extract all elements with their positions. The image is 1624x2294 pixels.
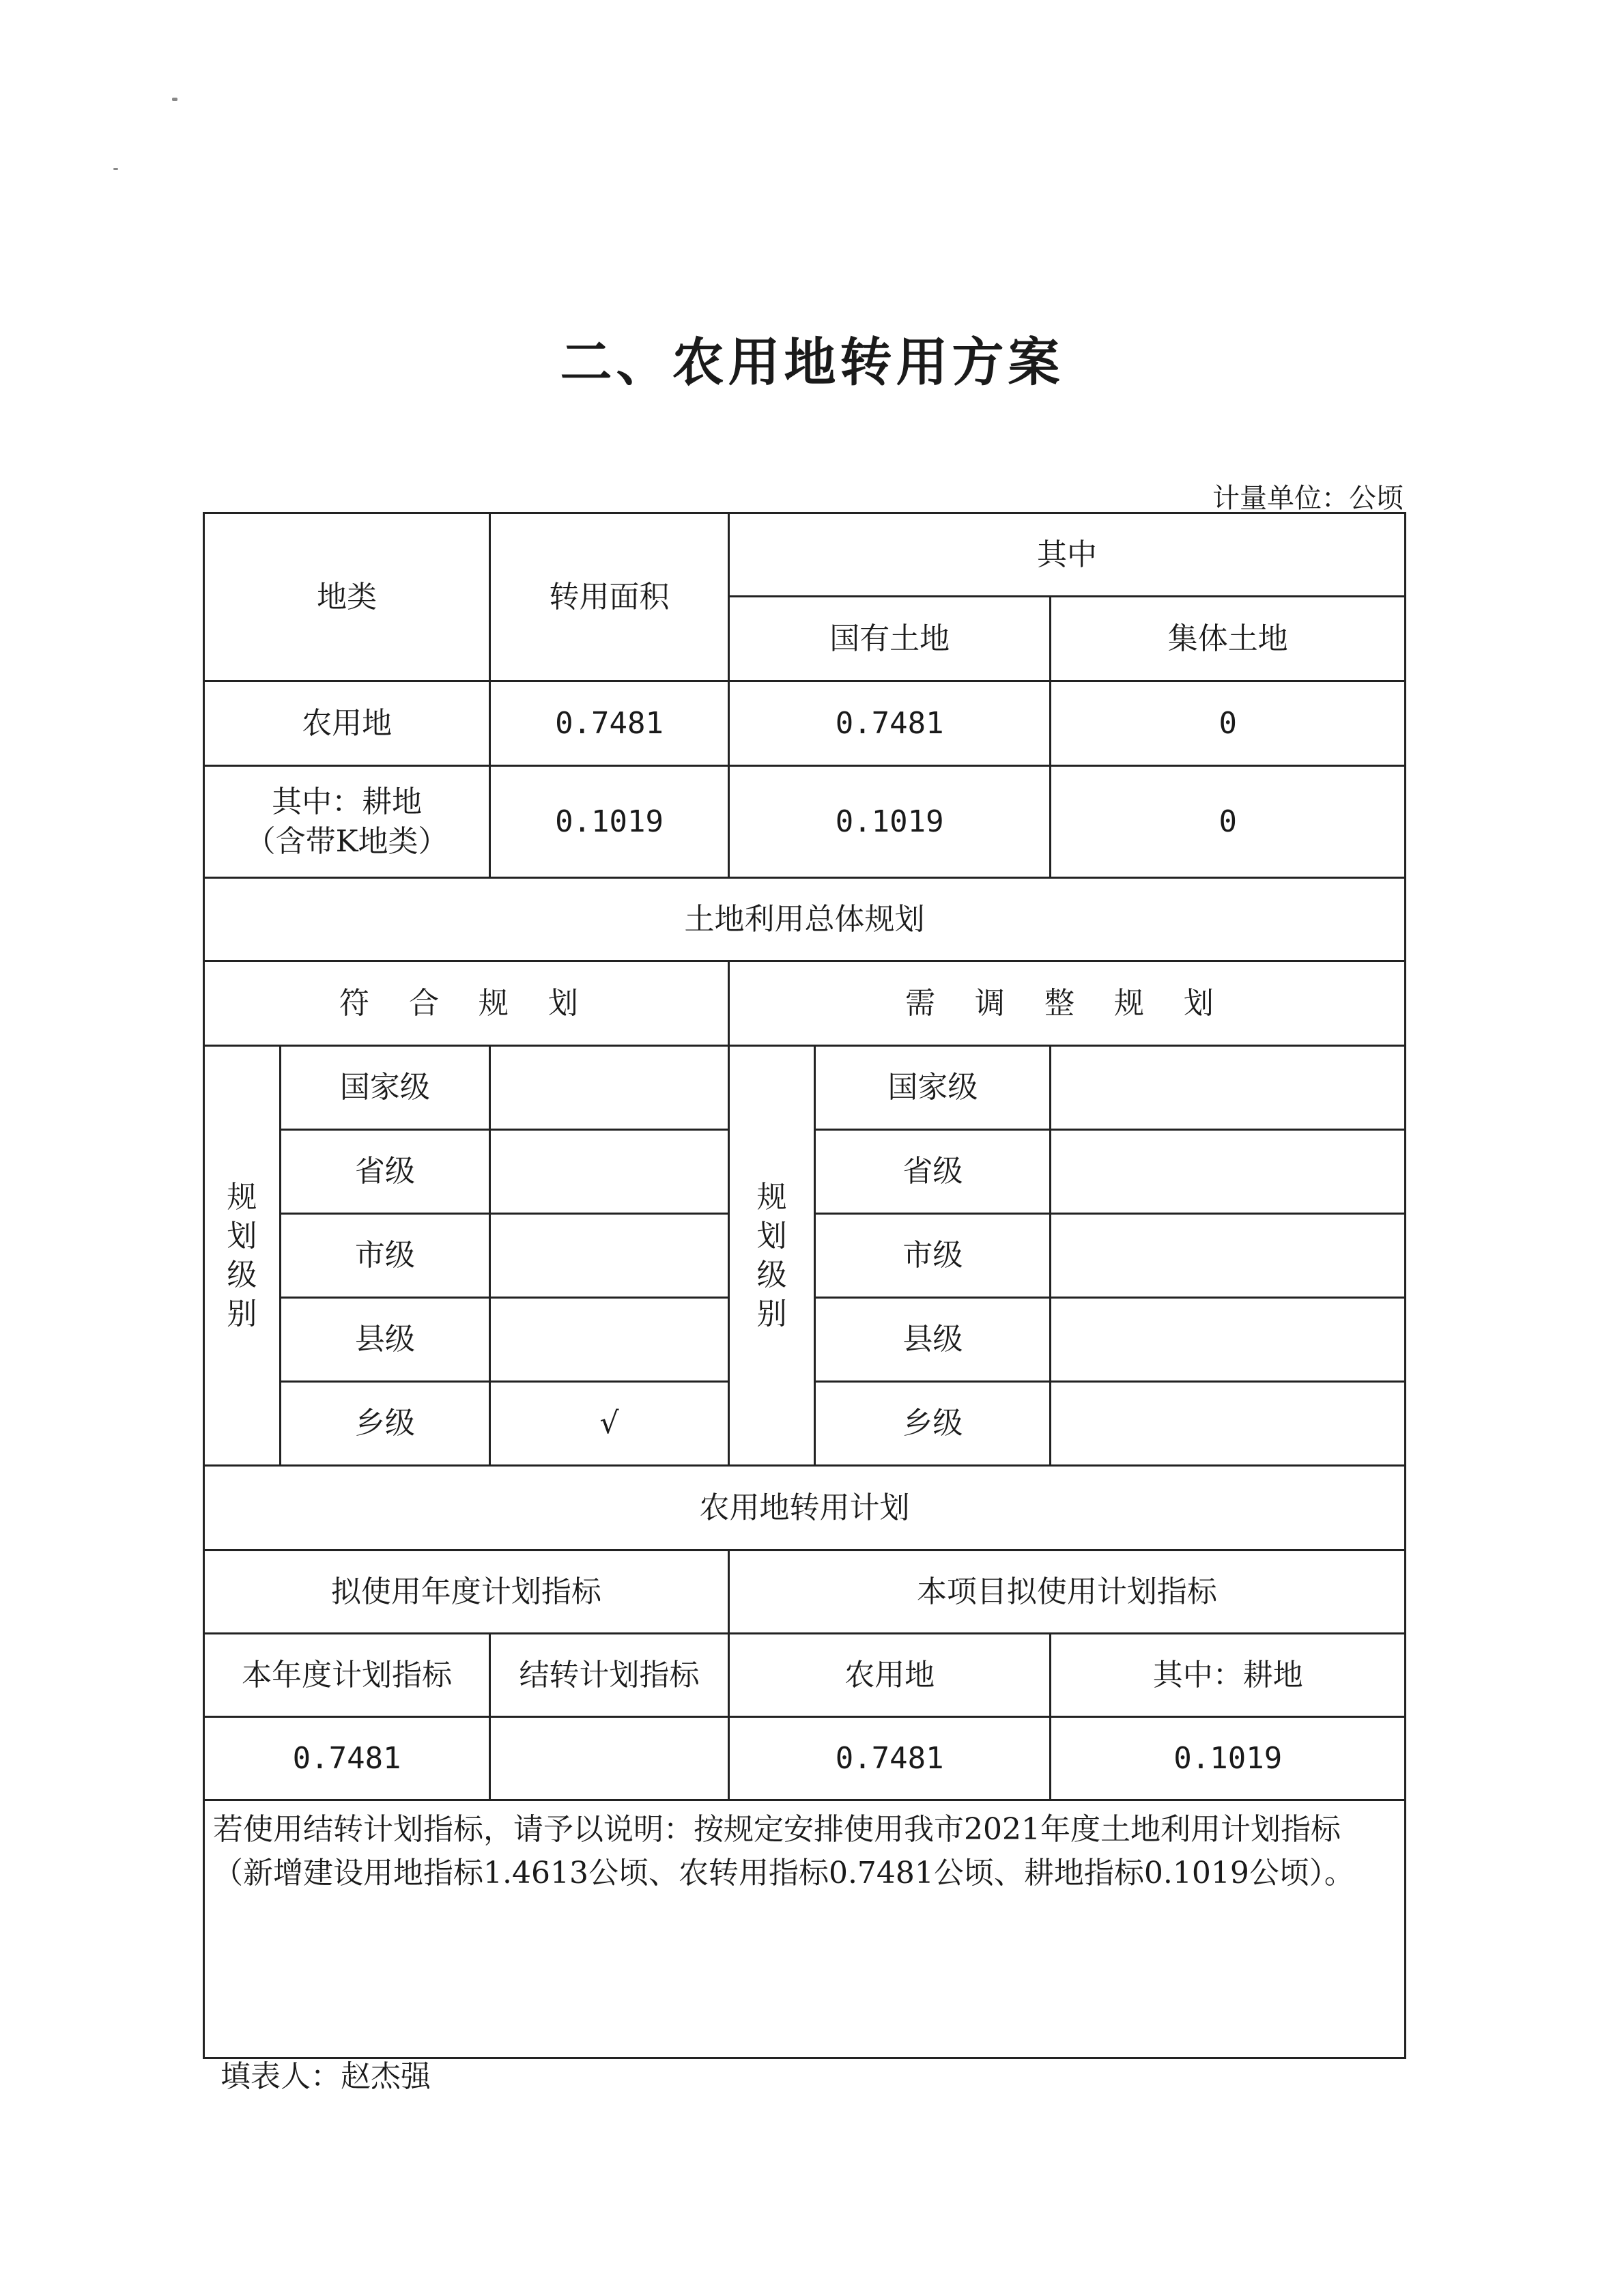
compliant-level-county: 县级 (280, 1298, 490, 1382)
overall-plan-title: 土地利用总体规划 (204, 878, 1406, 961)
level-label-char: 规 (756, 1179, 787, 1215)
level-label-char: 别 (756, 1297, 787, 1332)
val-this-year-index: 0.7481 (204, 1717, 490, 1800)
conversion-plan-title: 农用地转用计划 (204, 1466, 1406, 1550)
adjust-plan-header: 需 调 整 规 划 (728, 961, 1405, 1046)
level-label-char: 划 (756, 1218, 787, 1254)
row-farmland-area: 0.7481 (490, 681, 729, 766)
val-farmland: 0.7481 (728, 1717, 1051, 1800)
adjust-level-county: 县级 (815, 1298, 1051, 1382)
adjust-level-national: 国家级 (815, 1046, 1051, 1130)
compliant-mark-provincial (490, 1130, 729, 1214)
adjust-level-label (728, 1046, 814, 1466)
compliant-mark-county (490, 1298, 729, 1382)
annual-index-header: 拟使用年度计划指标 (204, 1550, 729, 1634)
level-label-char: 别 (227, 1297, 257, 1332)
header-of-which: 其中 (728, 513, 1405, 597)
conversion-plan-table (203, 512, 1406, 2059)
compliant-level-city: 市级 (280, 1214, 490, 1298)
row-farmland-collective: 0 (1051, 681, 1406, 766)
adjust-mark-county (1051, 1298, 1406, 1382)
adjust-level-provincial: 省级 (815, 1130, 1051, 1214)
col-cultivated: 其中：耕地 (1051, 1634, 1406, 1717)
compliant-mark-city (490, 1214, 729, 1298)
row-farmland-label: 农用地 (204, 681, 490, 766)
adjust-mark-national (1051, 1046, 1406, 1130)
header-land-type: 地类 (204, 513, 490, 681)
adjust-mark-provincial (1051, 1130, 1406, 1214)
adjust-mark-township (1051, 1382, 1406, 1466)
adjust-level-city: 市级 (815, 1214, 1051, 1298)
level-label-char: 级 (227, 1258, 257, 1292)
val-cultivated: 0.1019 (1051, 1717, 1406, 1800)
row-farmland-state: 0.7481 (728, 681, 1051, 766)
header-collective: 集体土地 (1051, 597, 1406, 681)
scan-speck (113, 168, 118, 170)
carryover-explanation: 若使用结转计划指标，请予以说明：按规定安排使用我市2021年度土地利用计划指标（新增建设用地指标1.4613公顷、农转用指标0.7481公顷、耕地指标0.1019公顷）。 (204, 1800, 1406, 2058)
col-carryover-index: 结转计划指标 (490, 1634, 729, 1717)
unit-note: 计量单位：公顷 (1212, 483, 1404, 514)
form-filler: 填表人：赵杰强 (220, 2059, 431, 2094)
level-label-char: 规 (227, 1179, 257, 1215)
page-title: 二、农用地转用方案 (560, 332, 1064, 393)
col-this-year-index: 本年度计划指标 (204, 1634, 490, 1717)
col-farmland: 农用地 (728, 1634, 1051, 1717)
compliant-plan-header: 符 合 规 划 (204, 961, 729, 1046)
compliant-level-label (204, 1046, 281, 1466)
row-cultivated-label (204, 766, 490, 878)
project-index-header: 本项目拟使用计划指标 (728, 1550, 1405, 1634)
adjust-mark-city (1051, 1214, 1406, 1298)
compliant-level-national: 国家级 (280, 1046, 490, 1130)
header-converted-area: 转用面积 (490, 513, 729, 681)
row-cultivated-state: 0.1019 (728, 766, 1051, 878)
header-state-owned: 国有土地 (728, 597, 1051, 681)
row-cultivated-label-line2: （含带K地类） (245, 823, 448, 859)
row-cultivated-area: 0.1019 (490, 766, 729, 878)
val-carryover-index (490, 1717, 729, 1800)
compliant-mark-township: √ (490, 1382, 729, 1466)
level-label-char: 级 (756, 1258, 787, 1292)
level-label-char: 划 (227, 1218, 257, 1254)
compliant-mark-national (490, 1046, 729, 1130)
compliant-level-township: 乡级 (280, 1382, 490, 1466)
compliant-level-provincial: 省级 (280, 1130, 490, 1214)
row-cultivated-collective: 0 (1051, 766, 1406, 878)
adjust-level-township: 乡级 (815, 1382, 1051, 1466)
row-cultivated-label-line1: 其中：耕地 (272, 784, 423, 820)
scan-speck (172, 98, 177, 101)
